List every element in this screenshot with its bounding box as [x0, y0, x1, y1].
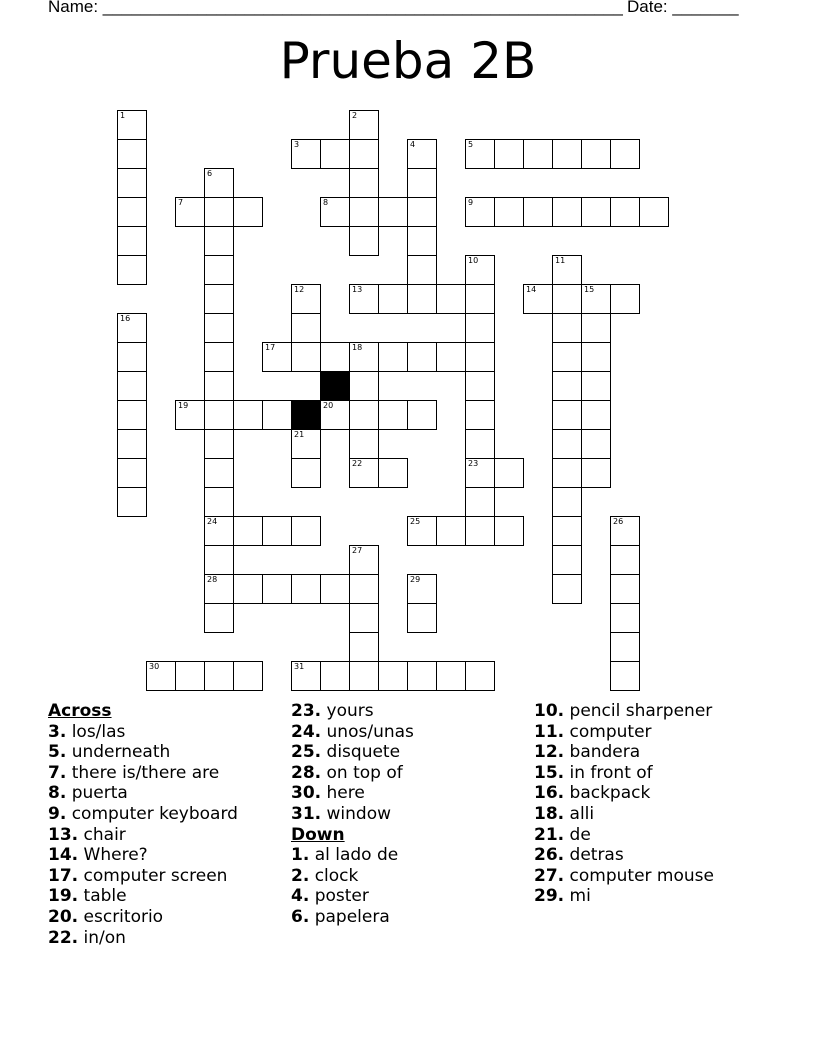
grid-cell[interactable]: [610, 197, 640, 227]
grid-cell[interactable]: [204, 168, 234, 198]
grid-cell[interactable]: [465, 661, 495, 691]
grid-cell[interactable]: [320, 197, 350, 227]
clue-item-number: 19.: [48, 886, 79, 907]
grid-cell[interactable]: [291, 429, 321, 459]
grid-cell[interactable]: [349, 168, 379, 198]
clue-item-text: in front of: [569, 762, 653, 783]
grid-cell[interactable]: [465, 342, 495, 372]
clue-item-text: papelera: [314, 906, 390, 927]
grid-cell[interactable]: [204, 458, 234, 488]
grid-cell[interactable]: [552, 429, 582, 459]
grid-cell[interactable]: [291, 574, 321, 604]
grid-cell[interactable]: [349, 226, 379, 256]
clue-item: [291, 701, 414, 722]
grid-cell[interactable]: [407, 139, 437, 169]
grid-cell[interactable]: [349, 197, 379, 227]
clues-column-3: [534, 701, 714, 907]
clue-item-number: 27.: [534, 865, 565, 886]
clue-item: [48, 742, 238, 763]
clue-number: 10: [468, 256, 479, 265]
clue-item-number: 31.: [291, 803, 322, 824]
grid-cell[interactable]: [552, 516, 582, 546]
grid-cell[interactable]: [262, 400, 292, 430]
clue-item: [534, 845, 714, 866]
grid-cell[interactable]: [320, 574, 350, 604]
grid-cell[interactable]: [552, 342, 582, 372]
grid-cell[interactable]: [204, 226, 234, 256]
grid-cell[interactable]: [204, 371, 234, 401]
clue-number: 31: [294, 662, 305, 671]
grid-cell[interactable]: [552, 487, 582, 517]
clue-item-number: 2.: [291, 865, 310, 886]
grid-cell[interactable]: [117, 487, 147, 517]
grid-cell[interactable]: [378, 342, 408, 372]
clue-number: 28: [207, 575, 218, 584]
clue-item-text: table: [83, 886, 127, 907]
grid-cell[interactable]: [204, 197, 234, 227]
clue-item: [48, 804, 238, 825]
grid-cell[interactable]: [639, 197, 669, 227]
clue-item-text: computer: [569, 721, 652, 742]
clue-item: [534, 866, 714, 887]
grid-cell[interactable]: [407, 603, 437, 633]
section-heading-label: Across: [48, 701, 112, 721]
grid-cell[interactable]: [175, 197, 205, 227]
clue-item-number: 30.: [291, 783, 322, 804]
grid-cell[interactable]: [146, 661, 176, 691]
clue-item-number: 7.: [48, 762, 67, 783]
clue-number: 20: [323, 401, 334, 410]
grid-cell[interactable]: [204, 487, 234, 517]
clue-item: [291, 783, 414, 804]
clue-item: [291, 804, 414, 825]
grid-cell[interactable]: [204, 661, 234, 691]
grid-cell[interactable]: [465, 371, 495, 401]
clue-item: [291, 886, 414, 907]
grid-cell[interactable]: [349, 458, 379, 488]
grid-cell[interactable]: [436, 661, 466, 691]
clue-item-text: window: [326, 803, 392, 824]
grid-cell[interactable]: [204, 255, 234, 285]
grid-cell[interactable]: [320, 139, 350, 169]
clue-item-text: detras: [569, 845, 624, 866]
grid-cell[interactable]: [175, 400, 205, 430]
clue-number: 9: [468, 198, 474, 207]
clue-number: 19: [178, 401, 189, 410]
clue-number: 7: [178, 198, 184, 207]
grid-cell[interactable]: [117, 342, 147, 372]
clue-item-number: 4.: [291, 886, 310, 907]
clue-number: 12: [294, 285, 305, 294]
clue-number: 1: [120, 111, 126, 120]
clue-item-text: poster: [314, 886, 369, 907]
grid-cell[interactable]: [436, 284, 466, 314]
page-title: Prueba 2B: [279, 32, 537, 90]
grid-cell[interactable]: [465, 487, 495, 517]
clue-item-number: 11.: [534, 721, 565, 742]
grid-cell[interactable]: [581, 458, 611, 488]
grid-cell[interactable]: [349, 139, 379, 169]
grid-cell[interactable]: [552, 313, 582, 343]
clue-item-text: chair: [83, 824, 126, 845]
grid-cell[interactable]: [233, 661, 263, 691]
grid-cell[interactable]: [465, 516, 495, 546]
grid-cell[interactable]: [349, 284, 379, 314]
clue-item-text: de: [569, 824, 591, 845]
grid-cell[interactable]: [291, 139, 321, 169]
grid-cell[interactable]: [320, 400, 350, 430]
grid-cell[interactable]: [552, 371, 582, 401]
clue-item: [534, 722, 714, 743]
grid-cell[interactable]: [204, 284, 234, 314]
grid-cell[interactable]: [291, 516, 321, 546]
grid-cell[interactable]: [320, 342, 350, 372]
grid-cell[interactable]: [349, 342, 379, 372]
grid-cell[interactable]: [349, 632, 379, 662]
clue-item-text: here: [326, 783, 365, 804]
grid-cell[interactable]: [204, 516, 234, 546]
clue-number: 21: [294, 430, 305, 439]
clue-item-text: los/las: [71, 721, 126, 742]
grid-cell[interactable]: [349, 574, 379, 604]
grid-cell[interactable]: [407, 516, 437, 546]
clue-item-text: escritorio: [83, 906, 164, 927]
grid-cell[interactable]: [465, 139, 495, 169]
clue-item: [534, 825, 714, 846]
clue-item-text: disquete: [326, 742, 401, 763]
grid-cell[interactable]: [204, 574, 234, 604]
grid-cell[interactable]: [117, 313, 147, 343]
clue-item: [48, 886, 238, 907]
grid-cell[interactable]: [204, 429, 234, 459]
grid-cell[interactable]: [117, 110, 147, 140]
grid-cell[interactable]: [349, 429, 379, 459]
name-field[interactable]: Name: _______________________________________________________: [48, 0, 623, 16]
grid-cell[interactable]: [349, 400, 379, 430]
grid-cell[interactable]: [494, 516, 524, 546]
clue-item-text: there is/there are: [71, 762, 220, 783]
grid-cell[interactable]: [320, 661, 350, 691]
grid-cell[interactable]: [465, 429, 495, 459]
grid-cell[interactable]: [349, 545, 379, 575]
grid-cell[interactable]: [204, 545, 234, 575]
clue-item-number: 16.: [534, 783, 565, 804]
clue-item-number: 24.: [291, 721, 322, 742]
grid-cell[interactable]: [407, 255, 437, 285]
clue-number: 23: [468, 459, 479, 468]
grid-cell[interactable]: [465, 284, 495, 314]
clue-item-number: 5.: [48, 742, 67, 763]
clue-item-text: computer mouse: [569, 865, 714, 886]
grid-cell[interactable]: [465, 458, 495, 488]
clue-item: [534, 763, 714, 784]
clue-item-number: 14.: [48, 845, 79, 866]
clue-item-number: 23.: [291, 701, 322, 721]
clue-number: 2: [352, 111, 358, 120]
clue-number: 14: [526, 285, 537, 294]
grid-cell[interactable]: [204, 342, 234, 372]
grid-cell[interactable]: [291, 458, 321, 488]
grid-cell[interactable]: [407, 400, 437, 430]
grid-cell[interactable]: [117, 371, 147, 401]
grid-cell[interactable]: [291, 313, 321, 343]
clue-item-text: alli: [569, 803, 595, 824]
clue-number: 3: [294, 140, 300, 149]
clue-item: [48, 928, 238, 949]
grid-cell[interactable]: [581, 313, 611, 343]
grid-cell[interactable]: [552, 197, 582, 227]
grid-cell[interactable]: [436, 342, 466, 372]
clue-item-text: unos/unas: [326, 721, 414, 742]
grid-cell[interactable]: [378, 284, 408, 314]
grid-cell[interactable]: [552, 400, 582, 430]
grid-cell[interactable]: [349, 110, 379, 140]
clue-item: [534, 783, 714, 804]
clue-item-number: 21.: [534, 824, 565, 845]
grid-cell[interactable]: [291, 342, 321, 372]
grid-cell[interactable]: [581, 371, 611, 401]
grid-cell[interactable]: [407, 342, 437, 372]
clue-item: [48, 907, 238, 928]
grid-cell[interactable]: [117, 255, 147, 285]
grid-cell[interactable]: [378, 400, 408, 430]
clue-item-text: underneath: [71, 742, 171, 763]
grid-cell[interactable]: [204, 313, 234, 343]
clues-column-2: [291, 701, 414, 928]
clue-item: [48, 825, 238, 846]
clue-number: 15: [584, 285, 595, 294]
clue-item: [291, 866, 414, 887]
clue-item-number: 10.: [534, 701, 565, 721]
grid-cell[interactable]: [494, 139, 524, 169]
grid-cell[interactable]: [117, 400, 147, 430]
clue-number: 11: [555, 256, 566, 265]
grid-cell[interactable]: [262, 574, 292, 604]
grid-cell[interactable]: [262, 516, 292, 546]
date-field[interactable]: Date: _______: [627, 0, 739, 16]
grid-cell[interactable]: [407, 226, 437, 256]
grid-cell[interactable]: [552, 284, 582, 314]
grid-cell[interactable]: [552, 574, 582, 604]
grid-cell[interactable]: [407, 168, 437, 198]
grid-cell[interactable]: [378, 661, 408, 691]
clue-item-text: yours: [326, 701, 374, 721]
grid-cell[interactable]: [610, 284, 640, 314]
grid-cell[interactable]: [291, 284, 321, 314]
clue-item: [534, 886, 714, 907]
clue-item-text: backpack: [569, 783, 651, 804]
grid-cell[interactable]: [465, 197, 495, 227]
clue-item-number: 18.: [534, 803, 565, 824]
grid-cell[interactable]: [117, 139, 147, 169]
grid-cell[interactable]: [581, 400, 611, 430]
grid-cell[interactable]: [494, 458, 524, 488]
grid-cell[interactable]: [610, 632, 640, 662]
clue-number: 29: [410, 575, 421, 584]
grid-cell[interactable]: [407, 661, 437, 691]
grid-cell[interactable]: [552, 255, 582, 285]
clue-item: [291, 742, 414, 763]
clue-item-number: 9.: [48, 803, 67, 824]
grid-cell[interactable]: [552, 139, 582, 169]
grid-cell[interactable]: [378, 197, 408, 227]
grid-cell[interactable]: [175, 661, 205, 691]
grid-cell[interactable]: [349, 603, 379, 633]
grid-cell[interactable]: [610, 661, 640, 691]
clue-item-text: on top of: [326, 762, 403, 783]
clue-item-text: computer screen: [83, 865, 228, 886]
grid-cell[interactable]: [465, 400, 495, 430]
grid-cell[interactable]: [204, 400, 234, 430]
grid-cell[interactable]: [233, 516, 263, 546]
section-heading: [291, 825, 414, 846]
grid-cell[interactable]: [204, 603, 234, 633]
grid-cell[interactable]: [523, 197, 553, 227]
clue-item-number: 29.: [534, 886, 565, 907]
grid-cell[interactable]: [523, 139, 553, 169]
grid-cell[interactable]: [523, 284, 553, 314]
grid-cell[interactable]: [610, 139, 640, 169]
clue-number: 16: [120, 314, 131, 323]
clue-item-text: Where?: [83, 845, 148, 866]
clue-item: [48, 845, 238, 866]
clue-item-text: in/on: [83, 927, 126, 948]
clue-item-text: clock: [314, 865, 359, 886]
clue-number: 13: [352, 285, 363, 294]
grid-cell[interactable]: [494, 197, 524, 227]
grid-cell[interactable]: [610, 574, 640, 604]
clue-item-number: 20.: [48, 906, 79, 927]
black-cell: [291, 400, 321, 430]
clue-item: [48, 722, 238, 743]
clue-item-text: computer keyboard: [71, 803, 238, 824]
grid-cell[interactable]: [581, 342, 611, 372]
clue-item: [534, 701, 714, 722]
grid-cell[interactable]: [610, 545, 640, 575]
clue-item-number: 22.: [48, 927, 79, 948]
grid-cell[interactable]: [349, 371, 379, 401]
grid-cell[interactable]: [117, 226, 147, 256]
clue-item-text: pencil sharpener: [569, 701, 713, 721]
grid-cell[interactable]: [262, 342, 292, 372]
clue-number: 17: [265, 343, 276, 352]
clue-number: 6: [207, 169, 213, 178]
grid-cell[interactable]: [610, 516, 640, 546]
clue-item-text: bandera: [569, 742, 641, 763]
clue-number: 8: [323, 198, 329, 207]
clue-item-number: 12.: [534, 742, 565, 763]
grid-cell[interactable]: [117, 429, 147, 459]
grid-cell[interactable]: [349, 661, 379, 691]
clue-item: [291, 722, 414, 743]
clue-item-number: 3.: [48, 721, 67, 742]
clue-item-number: 15.: [534, 762, 565, 783]
clue-item: [48, 783, 238, 804]
grid-cell[interactable]: [233, 400, 263, 430]
clue-item-number: 26.: [534, 845, 565, 866]
grid-cell[interactable]: [436, 516, 466, 546]
grid-cell[interactable]: [581, 429, 611, 459]
grid-cell[interactable]: [117, 458, 147, 488]
clue-item: [48, 763, 238, 784]
grid-cell[interactable]: [291, 661, 321, 691]
clue-number: 5: [468, 140, 474, 149]
section-heading-label: Down: [291, 824, 345, 845]
grid-cell[interactable]: [407, 284, 437, 314]
clue-item: [534, 804, 714, 825]
grid-cell[interactable]: [581, 284, 611, 314]
grid-cell[interactable]: [610, 603, 640, 633]
grid-cell[interactable]: [581, 197, 611, 227]
grid-cell[interactable]: [465, 255, 495, 285]
clue-item-number: 25.: [291, 742, 322, 763]
grid-cell[interactable]: [233, 197, 263, 227]
grid-cell[interactable]: [378, 458, 408, 488]
clue-item: [291, 845, 414, 866]
clue-item-text: al lado de: [314, 845, 399, 866]
grid-cell[interactable]: [117, 168, 147, 198]
clue-item-text: puerta: [71, 783, 128, 804]
clue-item-number: 17.: [48, 865, 79, 886]
clue-item-number: 6.: [291, 906, 310, 927]
grid-cell[interactable]: [552, 458, 582, 488]
clue-number: 24: [207, 517, 218, 526]
grid-cell[interactable]: [233, 574, 263, 604]
clue-item: [48, 866, 238, 887]
clue-item-number: 28.: [291, 762, 322, 783]
grid-cell[interactable]: [552, 545, 582, 575]
clue-number: 22: [352, 459, 363, 468]
clue-number: 27: [352, 546, 363, 555]
grid-cell[interactable]: [581, 139, 611, 169]
clue-number: 26: [613, 517, 624, 526]
clue-item: [291, 907, 414, 928]
clue-item: [291, 763, 414, 784]
clue-number: 4: [410, 140, 416, 149]
clue-item-number: 8.: [48, 783, 67, 804]
grid-cell[interactable]: [407, 574, 437, 604]
black-cell: [320, 371, 350, 401]
grid-cell[interactable]: [407, 197, 437, 227]
clue-item: [534, 742, 714, 763]
clue-item-text: mi: [569, 886, 591, 907]
section-heading: [48, 701, 238, 722]
clue-number: 18: [352, 343, 363, 352]
grid-cell[interactable]: [465, 313, 495, 343]
clue-number: 30: [149, 662, 160, 671]
clue-item-number: 1.: [291, 845, 310, 866]
clue-number: 25: [410, 517, 421, 526]
grid-cell[interactable]: [117, 197, 147, 227]
clues-column-1: [48, 701, 238, 948]
clue-item-number: 13.: [48, 824, 79, 845]
